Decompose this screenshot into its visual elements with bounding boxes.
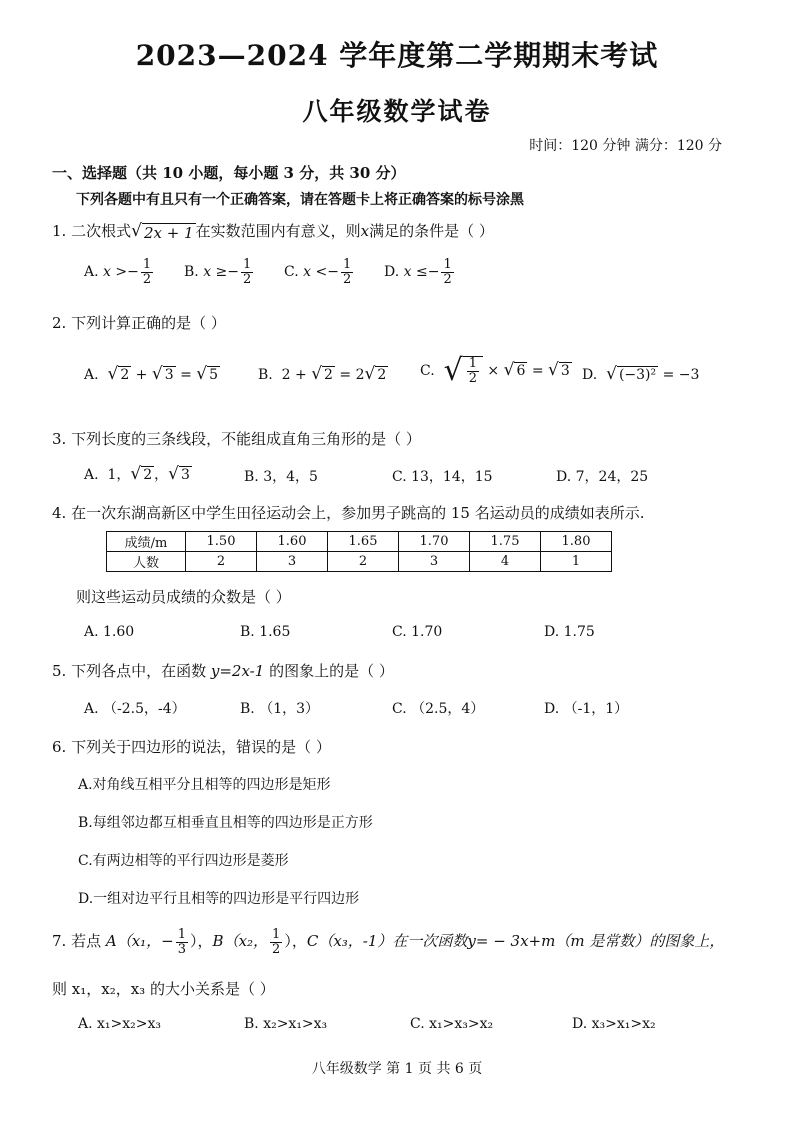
question-1-stem: 1. 二次根式 √ 2x + 1 在实数范围内有意义，则x满足的条件是（ ） bbox=[52, 220, 494, 242]
question-7-stem: 7. 若点 A（x₁，− $\frac{1}{3}$ ），B（x₂， $\frac{1}{2}$ ），C（x₃，-1）在一次函数y= − 3x+m（m 是常数）的图象上， bbox=[52, 927, 725, 957]
question-6-stem: 6. 下列关于四边形的说法，错误的是（ ） bbox=[52, 738, 331, 756]
question-4-option-a[interactable]: A. 1.60 bbox=[84, 624, 135, 640]
question-4-option-d[interactable]: D. 1.75 bbox=[544, 624, 595, 640]
table-cell: 1.50 bbox=[186, 532, 257, 552]
exam-subtitle: 八年级数学试卷 bbox=[302, 97, 492, 126]
table-cell: 4 bbox=[470, 552, 541, 572]
question-2-stem: 2. 下列计算正确的是（ ） bbox=[52, 314, 226, 332]
question-4-stem: 4. 在一次东湖高新区中学生田径运动会上，参加男子跳高的 15 名运动员的成绩如表所示. bbox=[52, 504, 645, 522]
question-3-option-b[interactable]: B. 3，4，5 bbox=[244, 469, 318, 485]
question-7-option-d[interactable]: D. x₃>x₁>x₂ bbox=[572, 1016, 656, 1032]
sqrt-symbol: √ 2x + 1 bbox=[131, 220, 194, 242]
question-1-option-a[interactable]: A. x >− $\frac{1}{2}$ bbox=[84, 257, 152, 287]
question-3-option-d[interactable]: D. 7，24，25 bbox=[556, 469, 649, 485]
question-2-option-c[interactable]: C. √ $\frac{1}{2}$ × √ 6 = √ 3 bbox=[420, 353, 570, 388]
table-cell: 1.75 bbox=[470, 532, 541, 552]
table-cell: 1.70 bbox=[399, 532, 470, 552]
question-1-option-b[interactable]: B. x ≥− $\frac{1}{2}$ bbox=[184, 257, 252, 287]
table-cell: 1.65 bbox=[328, 532, 399, 552]
question-5-option-b[interactable]: B. （1，3） bbox=[240, 701, 320, 717]
question-1-option-c[interactable]: C. x <− $\frac{1}{2}$ bbox=[284, 257, 352, 287]
score-table bbox=[106, 531, 612, 572]
section-heading: 一、选择题（共 10 小题，每小题 3 分，共 30 分） bbox=[52, 164, 406, 182]
question-3-stem: 3. 下列长度的三条线段，不能组成直角三角形的是（ ） bbox=[52, 430, 421, 448]
question-2-option-a[interactable]: A. √ 2 + √ 3 = √ 5 bbox=[84, 364, 219, 384]
table-cell: 1 bbox=[541, 552, 612, 572]
question-4-option-b[interactable]: B. 1.65 bbox=[240, 624, 291, 640]
question-2-option-d[interactable]: D. √ (−3)² = −3 bbox=[582, 364, 700, 384]
question-5-option-d[interactable]: D. （-1，1） bbox=[544, 701, 629, 717]
section-instruction: 下列各题中有且只有一个正确答案，请在答题卡上将正确答案的标号涂黑 bbox=[76, 192, 524, 208]
table-cell: 3 bbox=[257, 552, 328, 572]
exam-title: 2023—2024 学年度第二学期期末考试 bbox=[135, 39, 659, 72]
table-cell: 2 bbox=[186, 552, 257, 572]
question-3-option-c[interactable]: C. 13，14，15 bbox=[392, 469, 493, 485]
question-7-option-a[interactable]: A. x₁>x₂>x₃ bbox=[78, 1016, 161, 1032]
table-cell: 1.80 bbox=[541, 532, 612, 552]
table-row bbox=[107, 532, 612, 552]
table-cell: 2 bbox=[328, 552, 399, 572]
question-7-option-b[interactable]: B. x₂>x₁>x₃ bbox=[244, 1016, 328, 1032]
question-4-prompt: 则这些运动员成绩的众数是（ ） bbox=[76, 588, 291, 606]
table-header-cell: 人数 bbox=[107, 552, 186, 572]
question-6-option-a[interactable]: A.对角线互相平分且相等的四边形是矩形 bbox=[78, 777, 331, 793]
time-and-score-info: 时间：120 分钟 满分：120 分 bbox=[529, 138, 722, 154]
page-footer: 八年级数学 第 1 页 共 6 页 bbox=[311, 1061, 483, 1077]
table-cell: 3 bbox=[399, 552, 470, 572]
question-5-stem: 5. 下列各点中，在函数 y=2x-1 的图象上的是（ ） bbox=[52, 662, 394, 680]
question-1-option-d[interactable]: D. x ≤− $\frac{1}{2}$ bbox=[384, 257, 452, 287]
question-3-option-a[interactable]: A. 1， √ 2 ， √ 3 bbox=[84, 464, 190, 485]
question-6-option-d[interactable]: D.一组对边平行且相等的四边形是平行四边形 bbox=[78, 891, 360, 907]
question-5-option-a[interactable]: A. （-2.5，-4） bbox=[84, 701, 186, 717]
question-5-option-c[interactable]: C. （2.5，4） bbox=[392, 701, 485, 717]
table-header-cell: 成绩/m bbox=[107, 532, 186, 552]
question-6-option-c[interactable]: C.有两边相等的平行四边形是菱形 bbox=[78, 853, 289, 869]
question-4-option-c[interactable]: C. 1.70 bbox=[392, 624, 443, 640]
table-cell: 1.60 bbox=[257, 532, 328, 552]
question-7-stem-line2: 则 x₁，x₂，x₃ 的大小关系是（ ） bbox=[52, 980, 275, 998]
question-2-option-b[interactable]: B. 2 + √ 2 = 2 √ 2 bbox=[258, 364, 387, 384]
question-7-option-c[interactable]: C. x₁>x₃>x₂ bbox=[410, 1016, 494, 1032]
table-row bbox=[107, 552, 612, 572]
question-6-option-b[interactable]: B.每组邻边都互相垂直且相等的四边形是正方形 bbox=[78, 815, 373, 831]
